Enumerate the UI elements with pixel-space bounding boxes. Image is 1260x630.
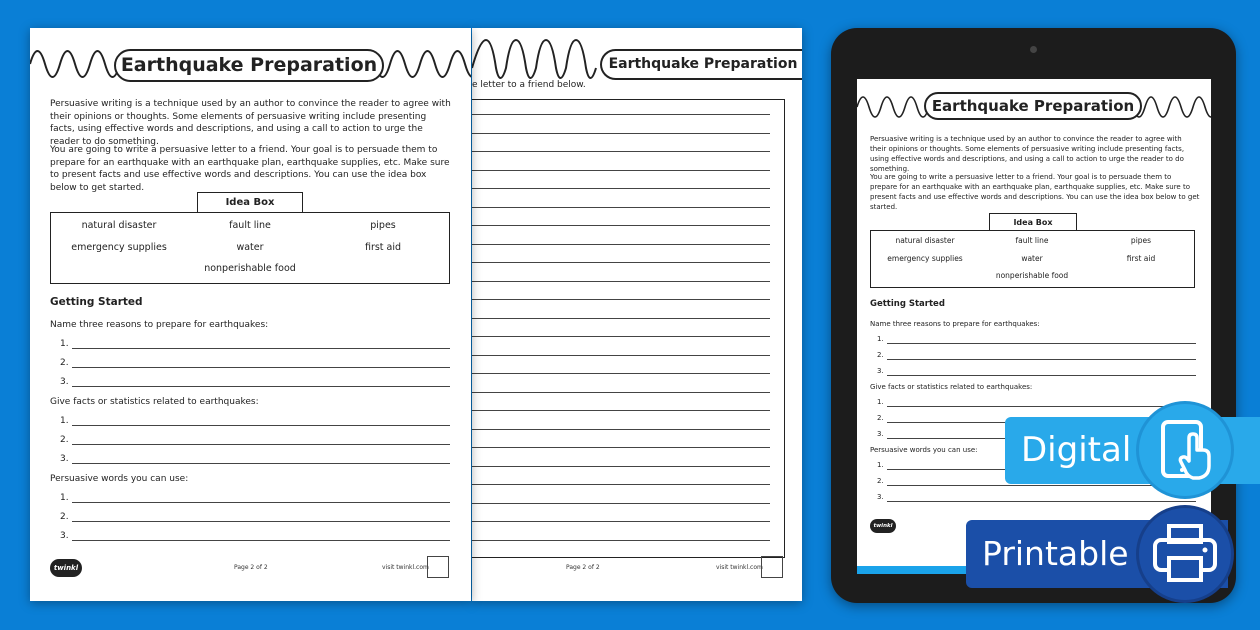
list-number: 3. <box>60 454 69 464</box>
worksheet-title: Earthquake Preparation <box>114 49 384 82</box>
idea-word: natural disaster <box>81 220 157 231</box>
getting-started-heading: Getting Started <box>50 296 143 308</box>
idea-word: nonperishable food <box>995 271 1069 280</box>
list-number: 3. <box>60 377 69 387</box>
question-facts: Give facts or statistics related to earthquakes: <box>50 397 259 407</box>
idea-word: water <box>236 242 264 253</box>
footer-badge <box>761 556 783 578</box>
answer-line[interactable] <box>72 425 450 426</box>
writing-line[interactable] <box>472 484 770 485</box>
idea-box <box>870 230 1195 288</box>
page-number: Page 2 of 2 <box>566 564 600 571</box>
list-number: 1. <box>877 335 884 343</box>
writing-line[interactable] <box>472 336 770 337</box>
list-number: 2. <box>60 512 69 522</box>
answer-line[interactable] <box>72 463 450 464</box>
tablet-touch-icon[interactable] <box>1139 404 1231 496</box>
writing-lines-box <box>472 99 785 558</box>
worksheet-page-2 <box>472 28 802 601</box>
intro-paragraph: Persuasive writing is a technique used by an author to convince the reader to agree with their opinions or thoughts. Some elements of persuasive writing include presenting facts, using effective words and descriptions, and using a call to action to urge the reader to do something. <box>870 135 1185 173</box>
camera-icon <box>1030 46 1037 53</box>
answer-line[interactable] <box>72 502 450 503</box>
idea-word: pipes <box>1130 236 1152 245</box>
task-paragraph: You are going to write a persuasive letter to a friend. Your goal is to persuade them to prepare for an earthquake with an earthquake plan, earthquake supplies, etc. Make sure to present facts and use effective words and descriptions. You can use the idea box below to get started. <box>50 145 450 193</box>
idea-word: first aid <box>1126 254 1156 263</box>
writing-line[interactable] <box>472 188 770 189</box>
list-number: 1. <box>60 416 69 426</box>
answer-line[interactable] <box>887 501 1196 502</box>
answer-line[interactable] <box>887 359 1196 360</box>
list-number: 1. <box>60 493 69 503</box>
writing-line[interactable] <box>472 540 770 541</box>
list-number: 3. <box>877 430 884 438</box>
answer-line[interactable] <box>887 375 1196 376</box>
footer-url: visit twinkl.com <box>716 564 763 571</box>
question-persuasive-words: Persuasive words you can use: <box>870 446 978 454</box>
writing-line[interactable] <box>472 355 770 356</box>
idea-word: fault line <box>1015 236 1049 245</box>
writing-line[interactable] <box>472 466 770 467</box>
getting-started-heading: Getting Started <box>870 299 945 309</box>
footer-url: visit twinkl.com <box>382 564 429 571</box>
writing-line[interactable] <box>472 410 770 411</box>
writing-line[interactable] <box>472 447 770 448</box>
idea-box-label: Idea Box <box>989 213 1077 231</box>
letter-prompt: e letter to a friend below. <box>472 80 586 90</box>
question-facts: Give facts or statistics related to earthquakes: <box>870 383 1033 391</box>
answer-line[interactable] <box>72 367 450 368</box>
idea-word: nonperishable food <box>204 263 296 274</box>
list-number: 1. <box>877 398 884 406</box>
writing-line[interactable] <box>472 373 770 374</box>
writing-line[interactable] <box>472 170 770 171</box>
list-number: 3. <box>877 493 884 501</box>
digital-label: Digital <box>1021 430 1132 470</box>
writing-line[interactable] <box>472 429 770 430</box>
writing-line[interactable] <box>472 521 770 522</box>
idea-word: water <box>1021 254 1043 263</box>
worksheet-page-1 <box>30 28 471 601</box>
writing-line[interactable] <box>472 503 770 504</box>
intro-paragraph: Persuasive writing is a technique used by an author to convince the reader to agree with their opinions or thoughts. Some elements of persuasive writing include presenting facts, using effective words and descriptions, and using a call to action to urge the reader to do something. <box>50 99 451 147</box>
list-number: 2. <box>60 358 69 368</box>
idea-word: first aid <box>364 242 402 253</box>
footer-badge <box>427 556 449 578</box>
writing-line[interactable] <box>472 114 770 115</box>
tablet-screen <box>857 79 1211 574</box>
list-number: 2. <box>877 414 884 422</box>
answer-line[interactable] <box>72 348 450 349</box>
writing-line[interactable] <box>472 262 770 263</box>
writing-line[interactable] <box>472 318 770 319</box>
writing-line[interactable] <box>472 299 770 300</box>
idea-box <box>50 212 450 284</box>
list-number: 1. <box>877 461 884 469</box>
list-number: 3. <box>877 367 884 375</box>
list-number: 2. <box>60 435 69 445</box>
idea-word: emergency supplies <box>71 242 167 253</box>
twinkl-logo: twinkl <box>870 519 896 533</box>
printer-icon[interactable] <box>1139 508 1231 600</box>
twinkl-logo: twinkl <box>50 559 82 577</box>
printable-label: Printable <box>982 534 1129 573</box>
writing-line[interactable] <box>472 207 770 208</box>
writing-line[interactable] <box>472 133 770 134</box>
idea-box-label: Idea Box <box>197 192 303 213</box>
writing-line[interactable] <box>472 151 770 152</box>
writing-line[interactable] <box>472 281 770 282</box>
list-number: 2. <box>877 351 884 359</box>
question-reasons: Name three reasons to prepare for earthquakes: <box>870 320 1040 328</box>
worksheet-title: Earthquake Preparation <box>924 92 1142 120</box>
writing-line[interactable] <box>472 392 770 393</box>
worksheet-title: Earthquake Preparation <box>600 49 802 80</box>
question-reasons: Name three reasons to prepare for earthquakes: <box>50 320 269 330</box>
idea-word: natural disaster <box>895 236 955 245</box>
list-number: 3. <box>60 531 69 541</box>
idea-word: pipes <box>370 220 396 231</box>
page-number: Page 2 of 2 <box>234 564 268 571</box>
list-number: 2. <box>877 477 884 485</box>
idea-word: emergency supplies <box>887 254 963 263</box>
writing-line[interactable] <box>472 244 770 245</box>
list-number: 1. <box>60 339 69 349</box>
writing-line[interactable] <box>472 225 770 226</box>
answer-line[interactable] <box>72 540 450 541</box>
answer-line[interactable] <box>72 444 450 445</box>
answer-line[interactable] <box>72 386 450 387</box>
question-persuasive-words: Persuasive words you can use: <box>50 474 189 484</box>
idea-word: fault line <box>229 220 271 231</box>
answer-line[interactable] <box>887 343 1196 344</box>
task-paragraph: You are going to write a persuasive letter to a friend. Your goal is to persuade them to prepare for an earthquake with an earthquake plan, earthquake supplies, etc. Make sure to present facts and use effective words and descriptions. You can use the idea box below to get started. <box>870 173 1200 211</box>
answer-line[interactable] <box>72 521 450 522</box>
